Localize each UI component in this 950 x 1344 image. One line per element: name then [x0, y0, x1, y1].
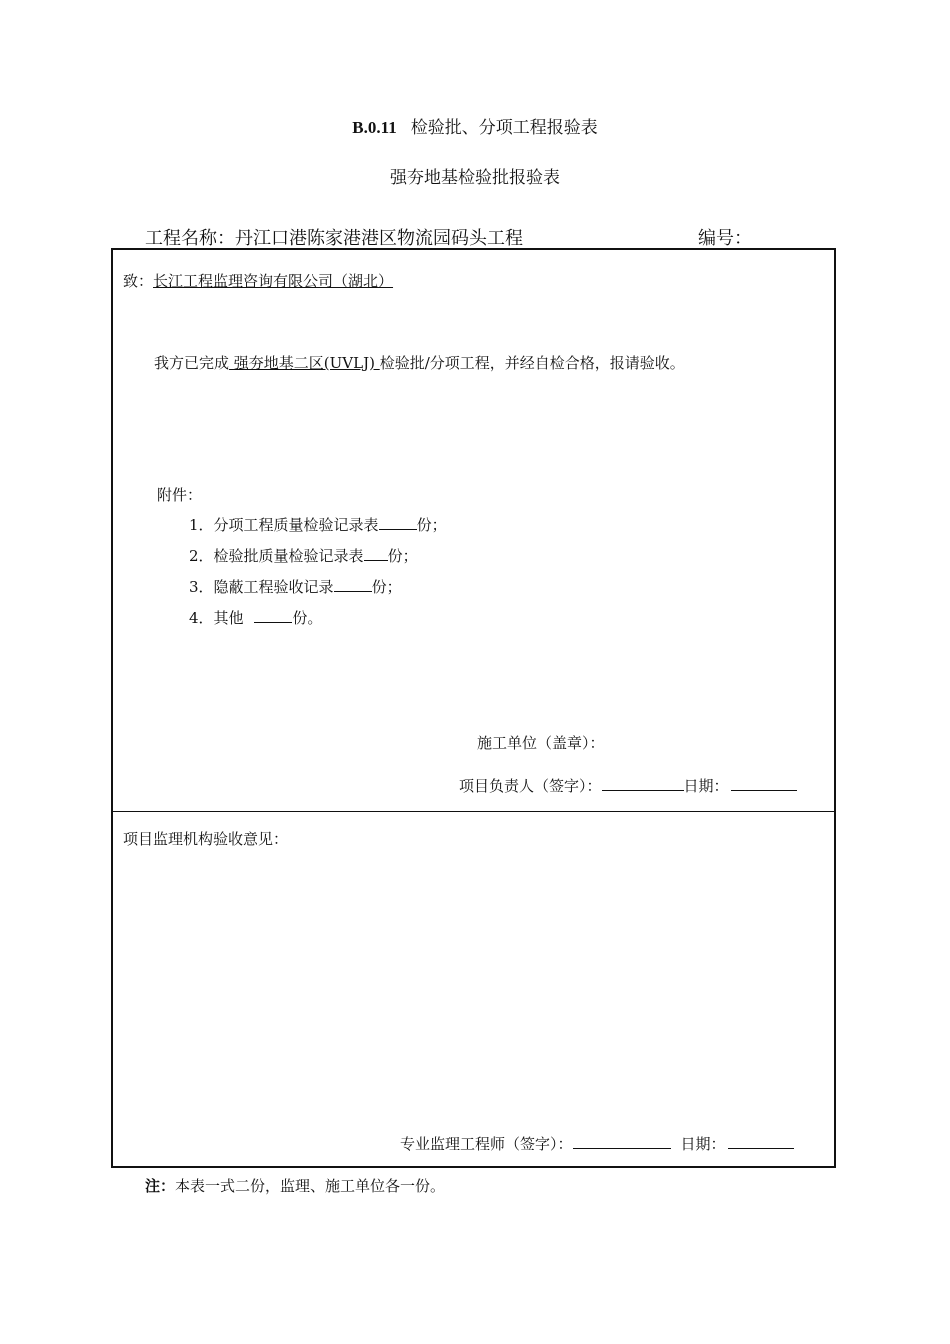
addressee-value: 长江工程监理咨询有限公司（湖北） [153, 272, 394, 290]
addressee-label: 致： [123, 272, 154, 290]
note-label: 注： [145, 1177, 176, 1195]
attachment-text: 分项工程质量检验记录表 [213, 516, 379, 534]
attachment-text: 检验批质量检验记录表 [213, 547, 364, 565]
attachment-unit: 份； [371, 578, 402, 596]
report-form-table [111, 248, 836, 1168]
date-label: 日期： [680, 1135, 726, 1153]
form-title-text: 检验批、分项工程报验表 [410, 118, 598, 138]
form-subtitle: 强夯地基检验批报验表 [390, 168, 560, 188]
date-blank[interactable] [731, 776, 797, 791]
manager-signature-row [459, 775, 797, 796]
project-label: 工程名称： [145, 228, 235, 249]
date-blank[interactable] [728, 1134, 794, 1149]
engineer-signature-blank[interactable] [573, 1134, 671, 1149]
attachment-item [189, 514, 447, 535]
supervision-opinion-label: 项目监理机构验收意见： [123, 830, 289, 848]
addressee-row [123, 270, 393, 291]
attachment-text: 隐蔽工程验收记录 [213, 578, 334, 596]
date-label: 日期： [683, 777, 729, 795]
attachment-unit: 份； [416, 516, 447, 534]
copies-blank[interactable] [254, 608, 292, 623]
attachment-text: 其他 [213, 609, 249, 627]
contractor-stamp-label: 施工单位（盖章）： [477, 734, 605, 752]
section-divider [113, 811, 834, 812]
manager-signature-blank[interactable] [602, 776, 684, 791]
copies-blank[interactable] [364, 546, 388, 561]
attachment-number: 3． [189, 578, 214, 596]
engineer-signature-row [400, 1133, 794, 1154]
attachment-number: 4． [189, 609, 214, 627]
attachment-unit: 份； [387, 547, 418, 565]
attachment-item [189, 576, 402, 597]
attachment-number: 1． [189, 516, 214, 534]
form-title [0, 113, 950, 138]
project-name: 丹江口港陈家港港区物流园码头工程 [235, 228, 523, 249]
project-name-row [145, 224, 523, 250]
completion-prefix: 我方已完成 [154, 354, 230, 372]
footer-note [145, 1175, 445, 1196]
manager-signature-label: 项目负责人（签字）： [459, 777, 602, 795]
note-text: 本表一式二份，监理、施工单位各一份。 [175, 1177, 446, 1195]
attachment-item [189, 545, 418, 566]
completion-suffix: 检验批/分项工程，并经自检合格，报请验收。 [379, 354, 685, 372]
copies-blank[interactable] [379, 515, 417, 530]
number-label: 编号： [698, 228, 752, 249]
attachments-label: 附件： [157, 486, 203, 504]
form-number-row [698, 224, 802, 250]
copies-blank[interactable] [334, 577, 372, 592]
attachment-unit: 份。 [292, 609, 323, 627]
form-code: B.0.11 [352, 118, 397, 137]
attachment-item [189, 607, 322, 628]
completion-statement [154, 352, 685, 373]
inspection-lot-name: 强夯地基二区(UVLJ) [229, 354, 380, 372]
attachment-number: 2． [189, 547, 214, 565]
engineer-signature-label: 专业监理工程师（签字）： [400, 1135, 573, 1153]
